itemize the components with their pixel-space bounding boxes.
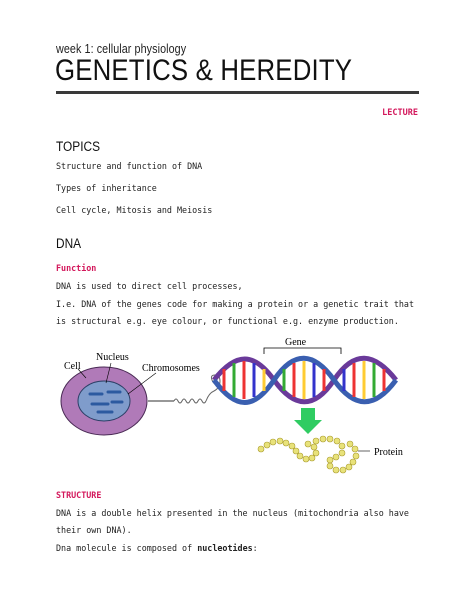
label-cell: Cell [64,361,81,372]
label-gene: Gene [285,338,307,348]
title-rule [56,91,419,94]
label-chromosomes: Chromosomes [142,363,200,374]
protein-chain [258,436,359,473]
page-title: GENETICS & HEREDITY [55,54,353,87]
function-paragraph: I.e. DNA of the genes code for making a protein or a genetic trait that is structural e.g. eye colour, or functional e.g. enzyme production. [56,299,414,326]
function-line: DNA is used to direct cell processes, [56,281,243,291]
nucleotides-term: nucleotides [197,543,253,553]
dna-helix [214,358,396,402]
nucleotides-prefix: Dna molecule is composed of [56,543,198,553]
lecture-tag: LECTURE [382,108,418,118]
dna-heading: DNA [56,236,82,251]
label-nucleus: Nucleus [96,352,129,363]
topic-item: Types of inheritance [56,183,157,193]
label-protein: Protein [374,447,403,458]
arrow-icon [294,408,322,434]
function-label: Function [56,263,97,273]
structure-paragraph: DNA is a double helix presented in the nucleus (mitochondria also have their own DNA). [56,508,409,535]
dna-figure [56,338,416,478]
gene-bracket [264,348,341,354]
nucleotides-line [56,543,258,553]
topic-item: Structure and function of DNA [56,161,203,171]
topic-item: Cell cycle, Mitosis and Meiosis [56,205,213,215]
topics-heading: TOPICS [56,139,101,154]
page-subtitle: week 1: cellular physiology [56,42,187,56]
nucleotides-suffix: : [252,543,258,553]
structure-label: STRUCTURE [56,490,102,500]
